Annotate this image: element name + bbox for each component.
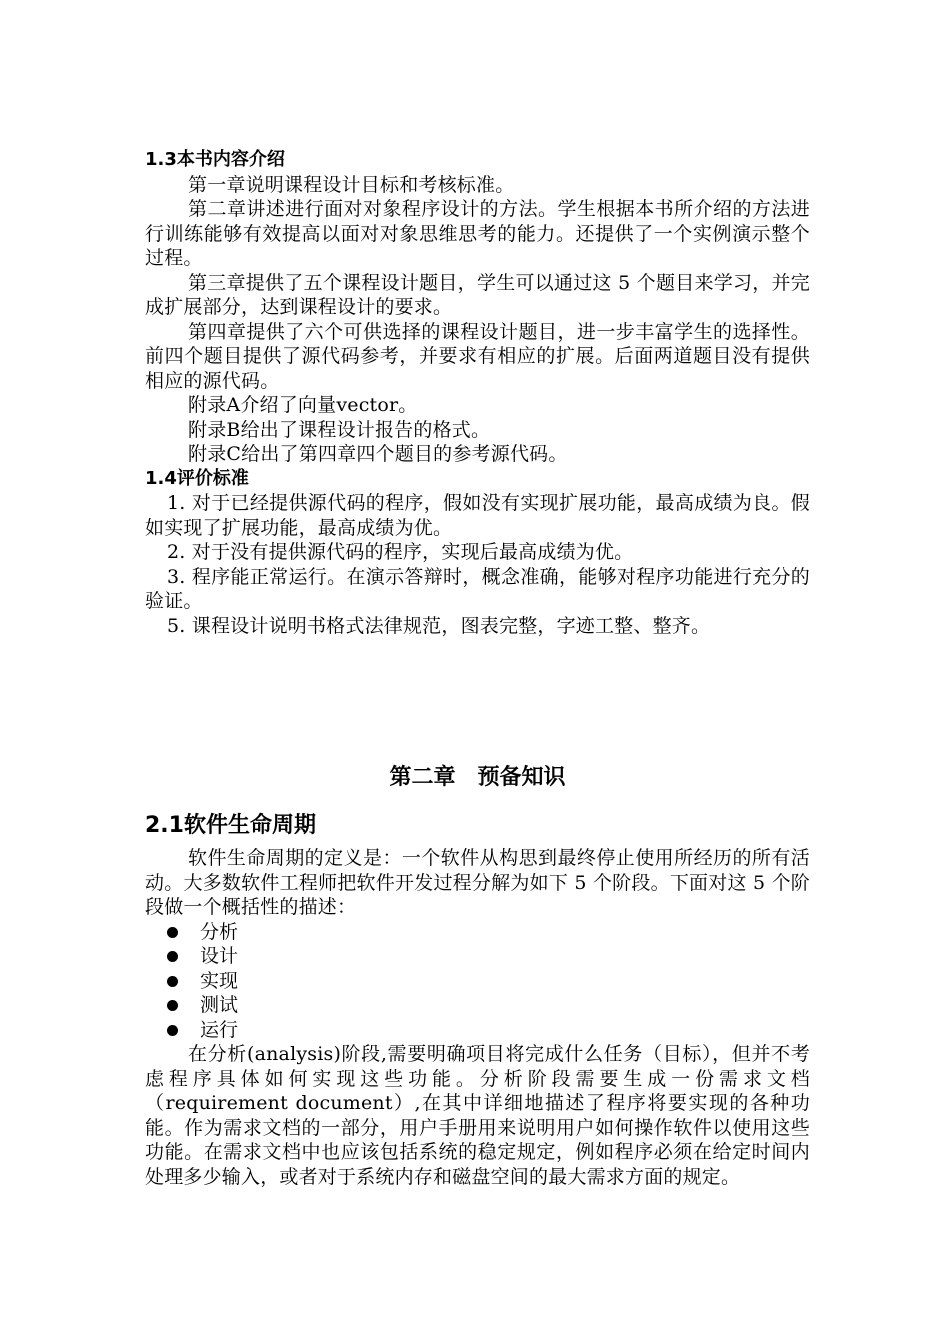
list-item — [145, 969, 810, 994]
phase-label: 分析 — [200, 920, 239, 943]
document-page — [145, 148, 810, 1188]
section-2-1-body — [145, 846, 810, 1189]
list-item — [145, 1018, 810, 1043]
section-heading-2-1: 2.1软件生命周期 — [145, 813, 316, 838]
lifecycle-intro-paragraph: 软件生命周期的定义是：一个软件从构思到最终停止使用所经历的所有活动。大多数软件工程师把软件开发过程分解为如下 5 个阶段。下面对这 5 个阶段做一个概括性的描述： — [145, 847, 810, 918]
section-heading-1-3: 1.3本书内容介绍 — [145, 149, 285, 170]
bullet-icon — [167, 976, 178, 987]
phase-label: 实现 — [200, 969, 239, 992]
bullet-icon — [167, 1025, 178, 1036]
criteria-item-3: 3. 程序能正常运行。在演示答辩时，概念准确，能够对程序功能进行充分的验证。 — [145, 565, 810, 612]
phase-label: 运行 — [200, 1018, 239, 1041]
paragraph-chapter-4: 第四章提供了六个可供选择的课程设计题目，进一步丰富学生的选择性。前四个题目提供了源代码参考，并要求有相应的扩展。后面两道题目没有提供相应的源代码。 — [145, 320, 810, 392]
paragraph-appendix-c: 附录C给出了第四章四个题目的参考源代码。 — [188, 443, 568, 465]
criteria-item-1: 1. 对于已经提供源代码的程序，假如没有实现扩展功能，最高成绩为良。假如实现了扩展功能，最高成绩为优。 — [145, 492, 810, 539]
list-item — [145, 944, 810, 969]
chapter-title: 第二章 预备知识 — [389, 765, 566, 790]
paragraph-appendix-a: 附录A介绍了向量vector。 — [188, 394, 418, 416]
section-heading-1-4: 1.4评价标准 — [145, 467, 249, 489]
analysis-paragraph: 在分析(analysis)阶段,需要明确项目将完成什么任务（目标），但并不考虑程序具体如何实现这些功能。分析阶段需要生成一份需求文档（requirement document）,在其中详细地描述了程序将要实现的各种功能。作为需求文档的一部分，用户手册用来说明用户如何操作软件以使用这些功能。在需求文档中也应该包括系统的稳定规定，例如程序必须在给定时间内处理多少输入，或者对于系统内存和磁盘空间的最大需求方面的规定。 — [145, 1043, 810, 1188]
paragraph-chapter-3: 第三章提供了五个课程设计题目，学生可以通过这 5 个题目来学习，并完成扩展部分，达到课程设计的要求。 — [145, 271, 810, 318]
criteria-item-2: 2. 对于没有提供源代码的程序，实现后最高成绩为优。 — [167, 541, 634, 563]
list-item — [145, 993, 810, 1018]
paragraph-chapter-2: 第二章讲述进行面对对象程序设计的方法。学生根据本书所介绍的方法进行训练能够有效提高以面对对象思维思考的能力。还提供了一个实例演示整个过程。 — [145, 198, 810, 269]
lifecycle-phase-list — [145, 920, 810, 1043]
bullet-icon — [167, 927, 178, 938]
bullet-icon — [167, 951, 178, 962]
paragraph-chapter-1: 第一章说明课程设计目标和考核标准。 — [188, 173, 515, 196]
criteria-item-5: 5. 课程设计说明书格式法律规范，图表完整，字迹工整、整齐。 — [167, 614, 711, 637]
list-item — [145, 920, 810, 945]
paragraph-appendix-b: 附录B给出了课程设计报告的格式。 — [188, 418, 491, 441]
bullet-icon — [167, 1000, 178, 1011]
phase-label: 测试 — [200, 994, 239, 1016]
phase-label: 设计 — [200, 945, 239, 967]
